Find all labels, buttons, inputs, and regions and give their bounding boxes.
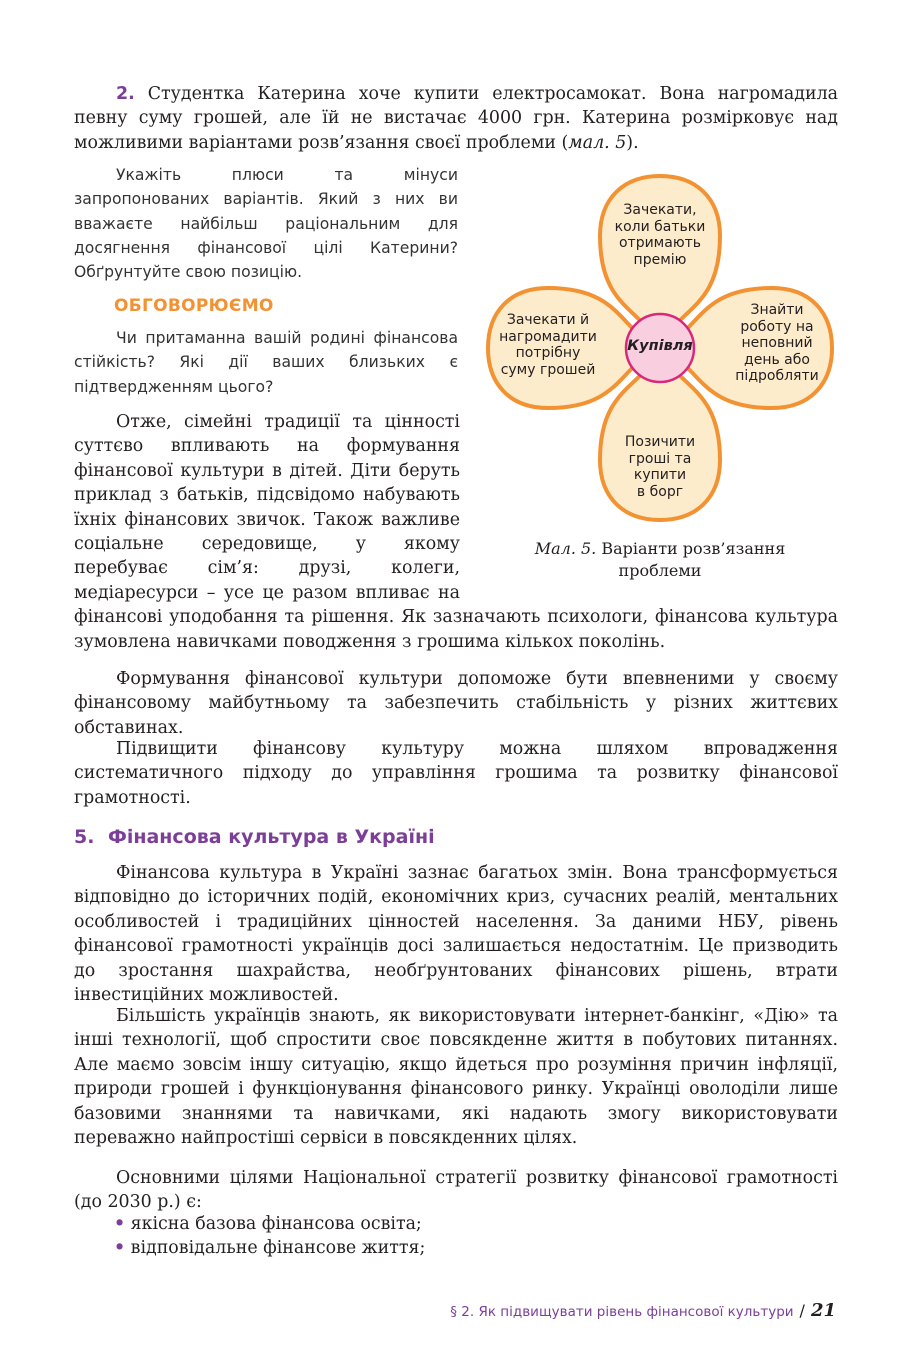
section-5-p2 <box>74 1004 838 1150</box>
task-number: 2. <box>116 84 135 104</box>
petal-line: купити <box>633 467 687 484</box>
petal-line: отримають <box>618 235 702 252</box>
petal-line: суму грошей <box>500 361 596 378</box>
task-text: Студентка Катерина хоче купити електросамокат. Вона нагромадила певну суму грошей, але їй не вистачає 4000 грн. Катерина розмірковує над можливими варіантами розв’язання своєї проблеми ( <box>74 84 838 153</box>
petal-right-text <box>716 302 838 385</box>
bullet-text: якісна базова фінансова освіта; <box>130 1214 422 1234</box>
task-text-tail: ). <box>626 132 639 153</box>
discuss-heading: ОБГОВОРЮЄМО <box>114 296 274 316</box>
bullet-dot: • <box>114 1214 126 1234</box>
page-number: 21 <box>810 1300 836 1321</box>
bullet-dot: • <box>114 1238 126 1258</box>
section-5-p3 <box>74 1166 838 1215</box>
petal-line: неповний <box>741 335 813 352</box>
petal-line: Позичити <box>624 434 696 450</box>
petal-line: Знайти <box>750 302 804 318</box>
bullet-text: відповідальне фінансове життя; <box>130 1238 426 1258</box>
task-question-text: Укажіть плюси та мінуси запропонованих варіантів. Який з них ви вважаєте найбільш раціональним для досягнення фінансової цілі Катерини? Обґрунтуйте свою позицію. <box>74 166 458 282</box>
improve-text: Підвищити фінансову культуру можна шляхом впровадження систематичного підходу до управління грошима та розвитку фінансової грамотності. <box>74 739 838 808</box>
petal-line: нагромадити <box>499 328 597 345</box>
formation-paragraph <box>74 667 838 740</box>
section-5-heading <box>74 826 435 848</box>
formation-text: Формування фінансової культури допоможе бути впевненими у своєму фінансовому майбутньому та забезпечить стабільність у різних життєвих обставинах. <box>74 669 838 738</box>
traditions-paragraph <box>74 410 838 654</box>
section-5-p2-text: Більшість українців знають, як використовувати інтернет-банкінг, «Дію» та інші технології, щоб спростити своє повсякденне життя в побутових питаннях. Але маємо зовсім іншу ситуацію, якщо йдеться про розуміння причин інфляції, природи грошей і функціонування фінансового ринку. Українці оволоділи лише базовими знаннями та навичками, які надають змогу використовувати переважно найпростіші сервіси в повсякденних цілях. <box>74 1006 838 1149</box>
section-5-p1-text: Фінансова культура в Україні зазнає багатьох змін. Вона трансформується відповідно до історичних подій, економічних криз, сучасних реалій, ментальних особливостей і традиційних цінностей населення. За даними НБУ, рівень фінансової грамотності українців досі залишається недостатнім. Це призводить до зростання шахрайства, необґрунтованих фінансових рішень, втрати інвестиційних можливостей. <box>74 863 838 1006</box>
petal-top-text <box>598 202 722 268</box>
figure-float-spacer <box>460 410 838 602</box>
bullet-item <box>114 1212 422 1236</box>
petal-line: день або <box>744 351 810 368</box>
petal-line: коли батьки <box>614 218 706 235</box>
center-label: Купівля <box>627 338 693 354</box>
improve-paragraph <box>74 737 838 810</box>
petal-line: в борг <box>636 483 684 500</box>
petal-line: гроші та <box>628 450 692 467</box>
discuss-text: Чи притаманна вашій родині фінансова стійкість? Які дії ваших близьких є підтвердженням цього? <box>74 329 458 396</box>
discuss-paragraph <box>74 326 458 399</box>
petal-line: підробляти <box>735 368 819 385</box>
figure-reference: мал. 5 <box>568 132 627 153</box>
section-5-p3-text: Основними цілями Національної стратегії розвитку фінансової грамотності (до 2030 р.) є: <box>74 1168 838 1213</box>
footer-separator: / <box>799 1301 805 1320</box>
bullet-item <box>114 1236 425 1260</box>
petal-line: роботу на <box>740 318 814 335</box>
caption-label: Мал. 5. <box>534 539 597 558</box>
footer-section: § 2. Як підвищувати рівень фінансової культури <box>450 1304 794 1320</box>
section-number: 5. <box>74 826 95 848</box>
task-2-paragraph <box>74 82 838 155</box>
petal-left-text <box>486 312 610 378</box>
petal-line: премію <box>633 251 687 268</box>
page-footer <box>450 1300 836 1321</box>
petal-line: Зачекати й <box>506 312 590 328</box>
petal-line: потрібну <box>515 345 581 362</box>
section-5-p1 <box>74 861 838 1007</box>
petal-line: Зачекати, <box>623 202 697 218</box>
traditions-text: Отже, сімейні традиції та цінності суттєво впливають на формування фінансової культури в дітей. Діти беруть приклад з батьків, підсвідомо набувають їхніх фінансових звичок. Також важливе соціальне середовище, у якому перебуває сім’я: друзі, колеги, медіаресурси – усе це разом впливає на фінансові уподобання та рішення. Як зазначають психологи, фінансова культура зумовлена навичками поводження з грошима кількох поколінь. <box>74 412 838 652</box>
task-2-question <box>74 163 458 284</box>
section-title: Фінансова культура в Україні <box>108 826 435 848</box>
caption-text: Варіанти розв’язання проблеми <box>601 539 786 580</box>
